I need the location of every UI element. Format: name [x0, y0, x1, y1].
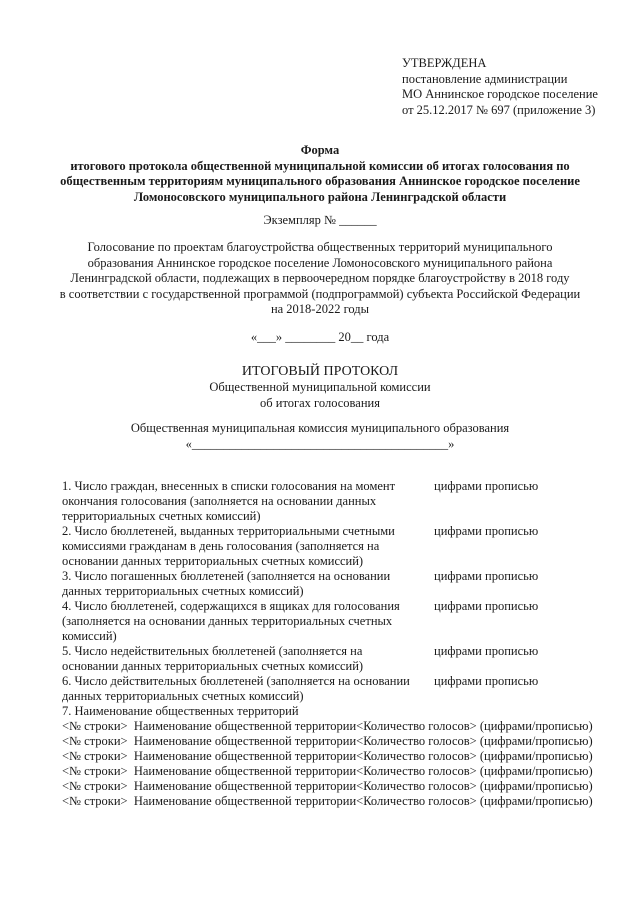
voting-description: [40, 240, 600, 318]
table-row: [62, 794, 622, 809]
row-votes: <Количество голосов> (цифрами/прописью): [356, 734, 593, 748]
table-row: [62, 749, 622, 764]
protocol-subtitle: Общественной муниципальной комиссии: [209, 380, 431, 394]
row-territory-name: Наименование общественной территории: [133, 794, 357, 808]
commission-block: [40, 420, 600, 452]
voting-description-line: Голосование по проектам благоустройства общественных территорий муниципального: [87, 240, 553, 254]
item-figures-label: цифрами прописью: [434, 674, 539, 688]
item-text: 5. Число недействительных бюллетеней (заполняется на основании данных территориальных счетных комиссий): [62, 644, 364, 673]
item-figures-label: цифрами прописью: [434, 524, 539, 538]
row-number: <№ строки>: [62, 749, 128, 763]
item-text: 4. Число бюллетеней, содержащихся в ящиках для голосования (заполняется на основании данных территориальных счетных комиссий): [62, 599, 400, 643]
row-votes: <Количество голосов> (цифрами/прописью): [356, 794, 593, 808]
row-number: <№ строки>: [62, 794, 128, 808]
item-figures-label: цифрами прописью: [434, 479, 539, 493]
row-territory-name: Наименование общественной территории: [133, 749, 357, 763]
list-item: [62, 569, 622, 599]
item-text: 2. Число бюллетеней, выданных территориальными счетными комиссиями гражданам в день голосования (заполняется на основании данных территориальных счетных комиссий): [62, 524, 395, 568]
approval-line: МО Аннинское городское поселение: [402, 87, 598, 101]
row-votes: <Количество голосов> (цифрами/прописью): [356, 749, 593, 763]
voting-description-line: образования Аннинское городское поселение Ломоносовского муниципального района: [87, 255, 553, 270]
row-territory-name: Наименование общественной территории: [133, 719, 357, 733]
territory-list: [62, 704, 622, 809]
table-row: [62, 779, 622, 794]
table-row: [62, 719, 622, 734]
copy-number: Экземпляр № ______: [263, 213, 377, 227]
protocol-title: ИТОГОВЫЙ ПРОТОКОЛ: [241, 364, 399, 379]
date-line: «___» ________ 20__ года: [250, 330, 390, 344]
item-figures-label: цифрами прописью: [434, 644, 539, 658]
row-number: <№ строки>: [62, 779, 128, 793]
row-territory-name: Наименование общественной территории: [133, 779, 357, 793]
commission-line: Общественная муниципальная комиссия муниципального образования: [130, 421, 510, 435]
row-votes: <Количество голосов> (цифрами/прописью): [356, 719, 593, 733]
item-figures-label: цифрами прописью: [434, 599, 539, 613]
approval-line: УТВЕРЖДЕНА: [402, 56, 487, 70]
list-item: [62, 524, 622, 569]
approval-line: постановление администрации: [402, 71, 568, 86]
voting-description-line: на 2018-2022 годы: [270, 302, 370, 316]
approval-stamp: [402, 56, 632, 118]
approval-line: от 25.12.2017 № 697 (приложение 3): [402, 102, 596, 117]
form-title-line: общественным территориям муниципального образования Аннинское городское поселение: [60, 174, 580, 188]
row-number: <№ строки>: [62, 734, 128, 748]
row-votes: <Количество голосов> (цифрами/прописью): [356, 764, 593, 778]
form-title-line: итогового протокола общественной муниципальной комиссии об итогах голосования по: [70, 158, 570, 173]
row-number: <№ строки>: [62, 764, 128, 778]
form-title: [40, 143, 600, 205]
voting-description-line: Ленинградской области, подлежащих в первоочередном порядке благоустройству в 2018 году: [70, 271, 570, 285]
table-row: [62, 734, 622, 749]
row-territory-name: Наименование общественной территории: [133, 764, 357, 778]
item-text: 1. Число граждан, внесенных в списки голосования на момент окончания голосования (заполняется на основании данных территориальных счетных комиссий): [62, 479, 396, 523]
item-figures-label: цифрами прописью: [434, 569, 539, 583]
form-title-line: Ломоносовского муниципального района Ленинградской области: [133, 189, 507, 204]
voting-description-line: в соответствии с государственной программой (подпрограммой) субъекта Российской Федерации: [59, 286, 581, 301]
item-text: 3. Число погашенных бюллетеней (заполняется на основании данных территориальных счетных комиссий): [62, 569, 391, 598]
list-item: [62, 644, 622, 674]
row-territory-name: Наименование общественной территории: [133, 734, 357, 748]
territory-list-title: 7. Наименование общественных территорий: [62, 704, 299, 718]
row-number: <№ строки>: [62, 719, 128, 733]
list-item: [62, 479, 622, 524]
table-row: [62, 764, 622, 779]
protocol-subtitle: об итогах голосования: [260, 395, 380, 410]
form-title-line: Форма: [300, 143, 340, 157]
item-text: 6. Число действительных бюллетеней (заполняется на основании данных территориальных счетных комиссий): [62, 674, 410, 703]
commission-name-field: «_________________________________________»: [185, 437, 455, 451]
list-item: [62, 599, 622, 644]
protocol-header: [40, 363, 600, 411]
row-votes: <Количество голосов> (цифрами/прописью): [356, 779, 593, 793]
list-item: [62, 674, 622, 704]
protocol-items: [62, 479, 622, 809]
